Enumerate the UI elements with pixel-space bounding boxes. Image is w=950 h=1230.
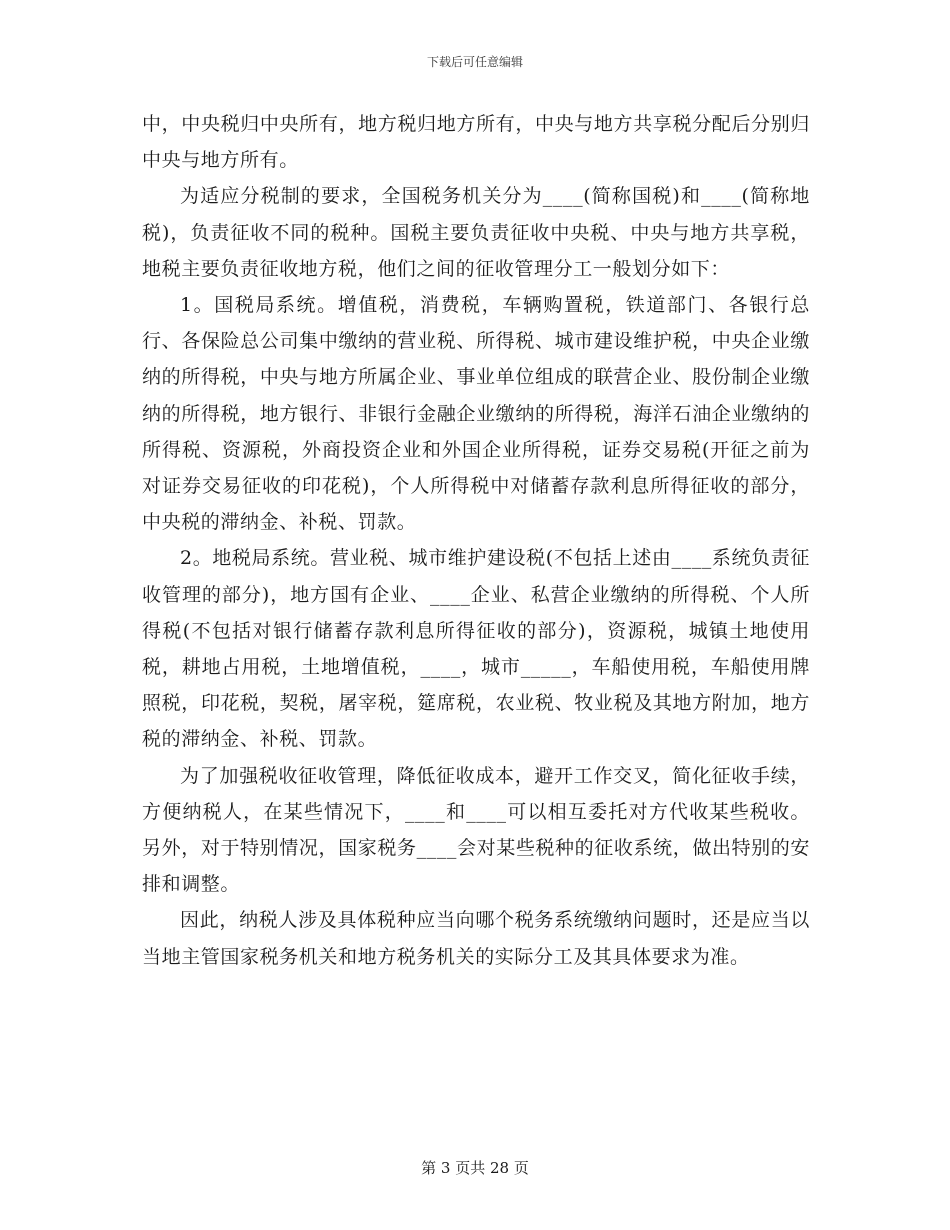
paragraph-mutual-delegation: 为了加强税收征收管理，降低征收成本，避开工作交叉，简化征收手续，方便纳税人，在某些情况下，____和____可以相互委托对方代收某些税收。另外，对于特别情况，国家税务____会对某些税种的征收系统，做出特别的安排和调整。: [142, 764, 810, 896]
paragraph-national-tax-bureau: 1。国税局系统。增值税，消费税，车辆购置税，铁道部门、各银行总行、各保险总公司集中缴纳的营业税、所得税、城市建设维护税，中央企业缴纳的所得税，中央与地方所属企业、事业单位组成的联营企业、股份制企业缴纳的所得税，地方银行、非银行金融企业缴纳的所得税，海洋石油企业缴纳的所得税、资源税，外商投资企业和外国企业所得税，证券交易税(开征之前为对证券交易征收的印花税)，个人所得税中对储蓄存款利息所得征收的部分，中央税的滞纳金、补税、罚款。: [142, 294, 810, 534]
paragraph-continuation: 中，中央税归中央所有，地方税归地方所有，中央与地方共享税分配后分别归中央与地方所有。: [142, 113, 810, 172]
page-number-footer: 第 3 页共 28 页: [421, 1159, 529, 1177]
paragraph-conclusion: 因此，纳税人涉及具体税种应当向哪个税务系统缴纳问题时，还是应当以当地主管国家税务机关和地方税务机关的实际分工及其具体要求为准。: [142, 909, 810, 968]
paragraph-tax-system-split: 为适应分税制的要求，全国税务机关分为____(简称国税)和____(简称地税)，负责征收不同的税种。国税主要负责征收中央税、中央与地方共享税，地税主要负责征收地方税，他们之间的征收管理分工一般划分如下：: [142, 185, 810, 280]
paragraph-local-tax-bureau: 2。地税局系统。营业税、城市维护建设税(不包括上述由____系统负责征收管理的部分)，地方国有企业、____企业、私营企业缴纳的所得税、个人所得税(不包括对银行储蓄存款利息所得征收的部分)，资源税，城镇土地使用税，耕地占用税，土地增值税，____，城市_____，车船使用税，车船使用牌照税，印花税，契税，屠宰税，筵席税，农业税、牧业税及其地方附加，地方税的滞纳金、补税、罚款。: [142, 547, 810, 751]
document-body: [142, 106, 810, 975]
page-header-note: 下载后可任意编辑: [426, 55, 523, 69]
